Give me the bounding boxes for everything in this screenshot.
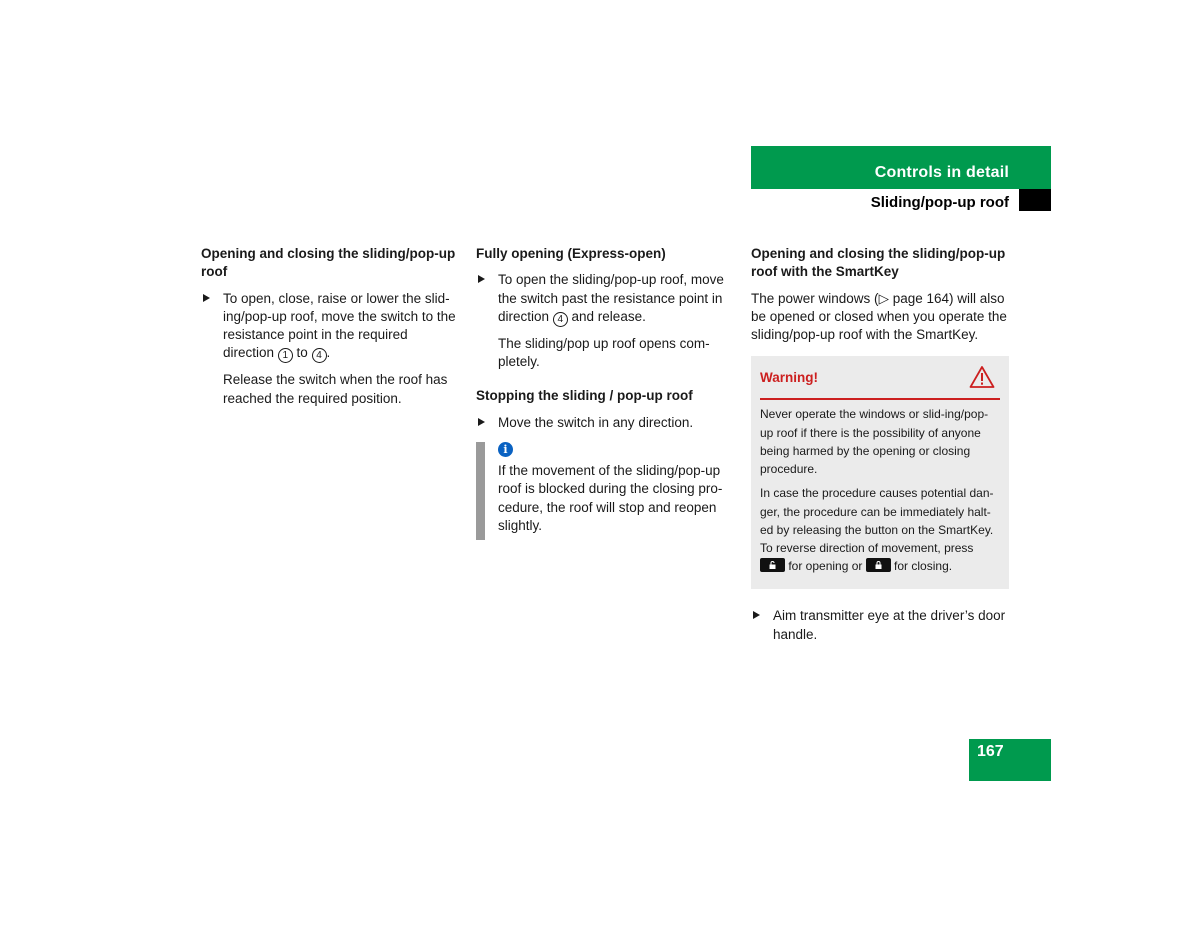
info-note-text: If the movement of the sliding/pop-up roof is blocked during the closing pro-cedure, the roof will stop and reopen slightly.: [498, 463, 723, 533]
step-text-end: .: [326, 345, 331, 361]
direction-number-4: 4: [312, 348, 327, 363]
direction-number-4: 4: [553, 312, 568, 327]
direction-number-1: 1: [278, 348, 293, 363]
warning-paragraph-2: [760, 484, 1000, 575]
bullet-arrow-icon: [478, 275, 485, 283]
express-open-result: The sliding/pop up roof opens com-pletely.: [498, 335, 710, 370]
subsection-title: Sliding/pop-up roof: [870, 194, 1009, 211]
step-text-release: and release.: [567, 308, 646, 324]
warning-body: [760, 400, 1000, 575]
bullet-arrow-icon: [203, 294, 210, 302]
step-text: Aim transmitter eye at the driver’s door handle.: [773, 608, 1006, 642]
warning-paragraph-1: Never operate the windows or slid-ing/pop-up roof if there is the possibility of anyone being harmed by the opening or closing procedure.: [760, 407, 989, 477]
step-stop: [476, 414, 734, 432]
warning-text: In case the procedure causes potential dan-ger, the procedure can be immediately halt-ed by releasing the button on the SmartKey. To reverse direction of movement, press: [760, 486, 994, 555]
heading-express-open: Fully opening (Express-open): [476, 246, 666, 261]
page-number: 167: [977, 743, 1004, 760]
step-aim-transmitter: [751, 607, 1009, 644]
step-text-to: to: [292, 345, 312, 361]
warning-header: [760, 356, 1000, 400]
section-marker-tab: [1019, 189, 1051, 211]
info-icon: i: [498, 442, 513, 457]
lock-key-icon: [866, 558, 891, 572]
column-right: [751, 245, 1009, 652]
warning-triangle-icon: [969, 365, 995, 394]
intro-text: The power windows (: [751, 290, 879, 306]
warning-text-closing: for closing.: [890, 559, 953, 574]
step-open-close: [201, 290, 459, 364]
heading-stopping: Stopping the sliding / pop-up roof: [476, 388, 693, 404]
step-text: To open, close, raise or lower the slid-ing/pop-up roof, move the switch to the resistance point in the required direction: [223, 290, 456, 361]
info-note-bar: [476, 442, 485, 540]
heading-opening-closing: Opening and closing the sliding/pop-up roof: [201, 246, 456, 280]
warning-text-or: for opening or: [785, 559, 866, 574]
warning-box: [751, 356, 1009, 589]
bullet-arrow-icon: [753, 611, 760, 619]
smartkey-intro: [751, 290, 1009, 345]
column-left: [201, 245, 459, 416]
warning-title: Warning!: [760, 370, 818, 386]
page-reference-arrow-icon: ▷: [878, 290, 889, 306]
unlock-key-icon: [760, 558, 785, 572]
column-middle: [476, 245, 734, 540]
heading-smartkey: Opening and closing the sliding/pop-up roof with the SmartKey: [751, 246, 1006, 280]
section-title: Controls in detail: [874, 164, 1009, 181]
step-express-open: [476, 271, 734, 327]
bullet-arrow-icon: [478, 418, 485, 426]
intro-text-cont: page 164) will also be opened or closed when you operate the sliding/pop-up roof with the SmartKey.: [751, 290, 1007, 343]
step-text: Move the switch in any direction.: [498, 414, 694, 430]
info-note: [476, 442, 734, 540]
release-note: Release the switch when the roof has reached the required position.: [223, 372, 448, 406]
step-text: To open the sliding/pop-up roof, move the switch past the resistance point in direction: [498, 272, 724, 324]
